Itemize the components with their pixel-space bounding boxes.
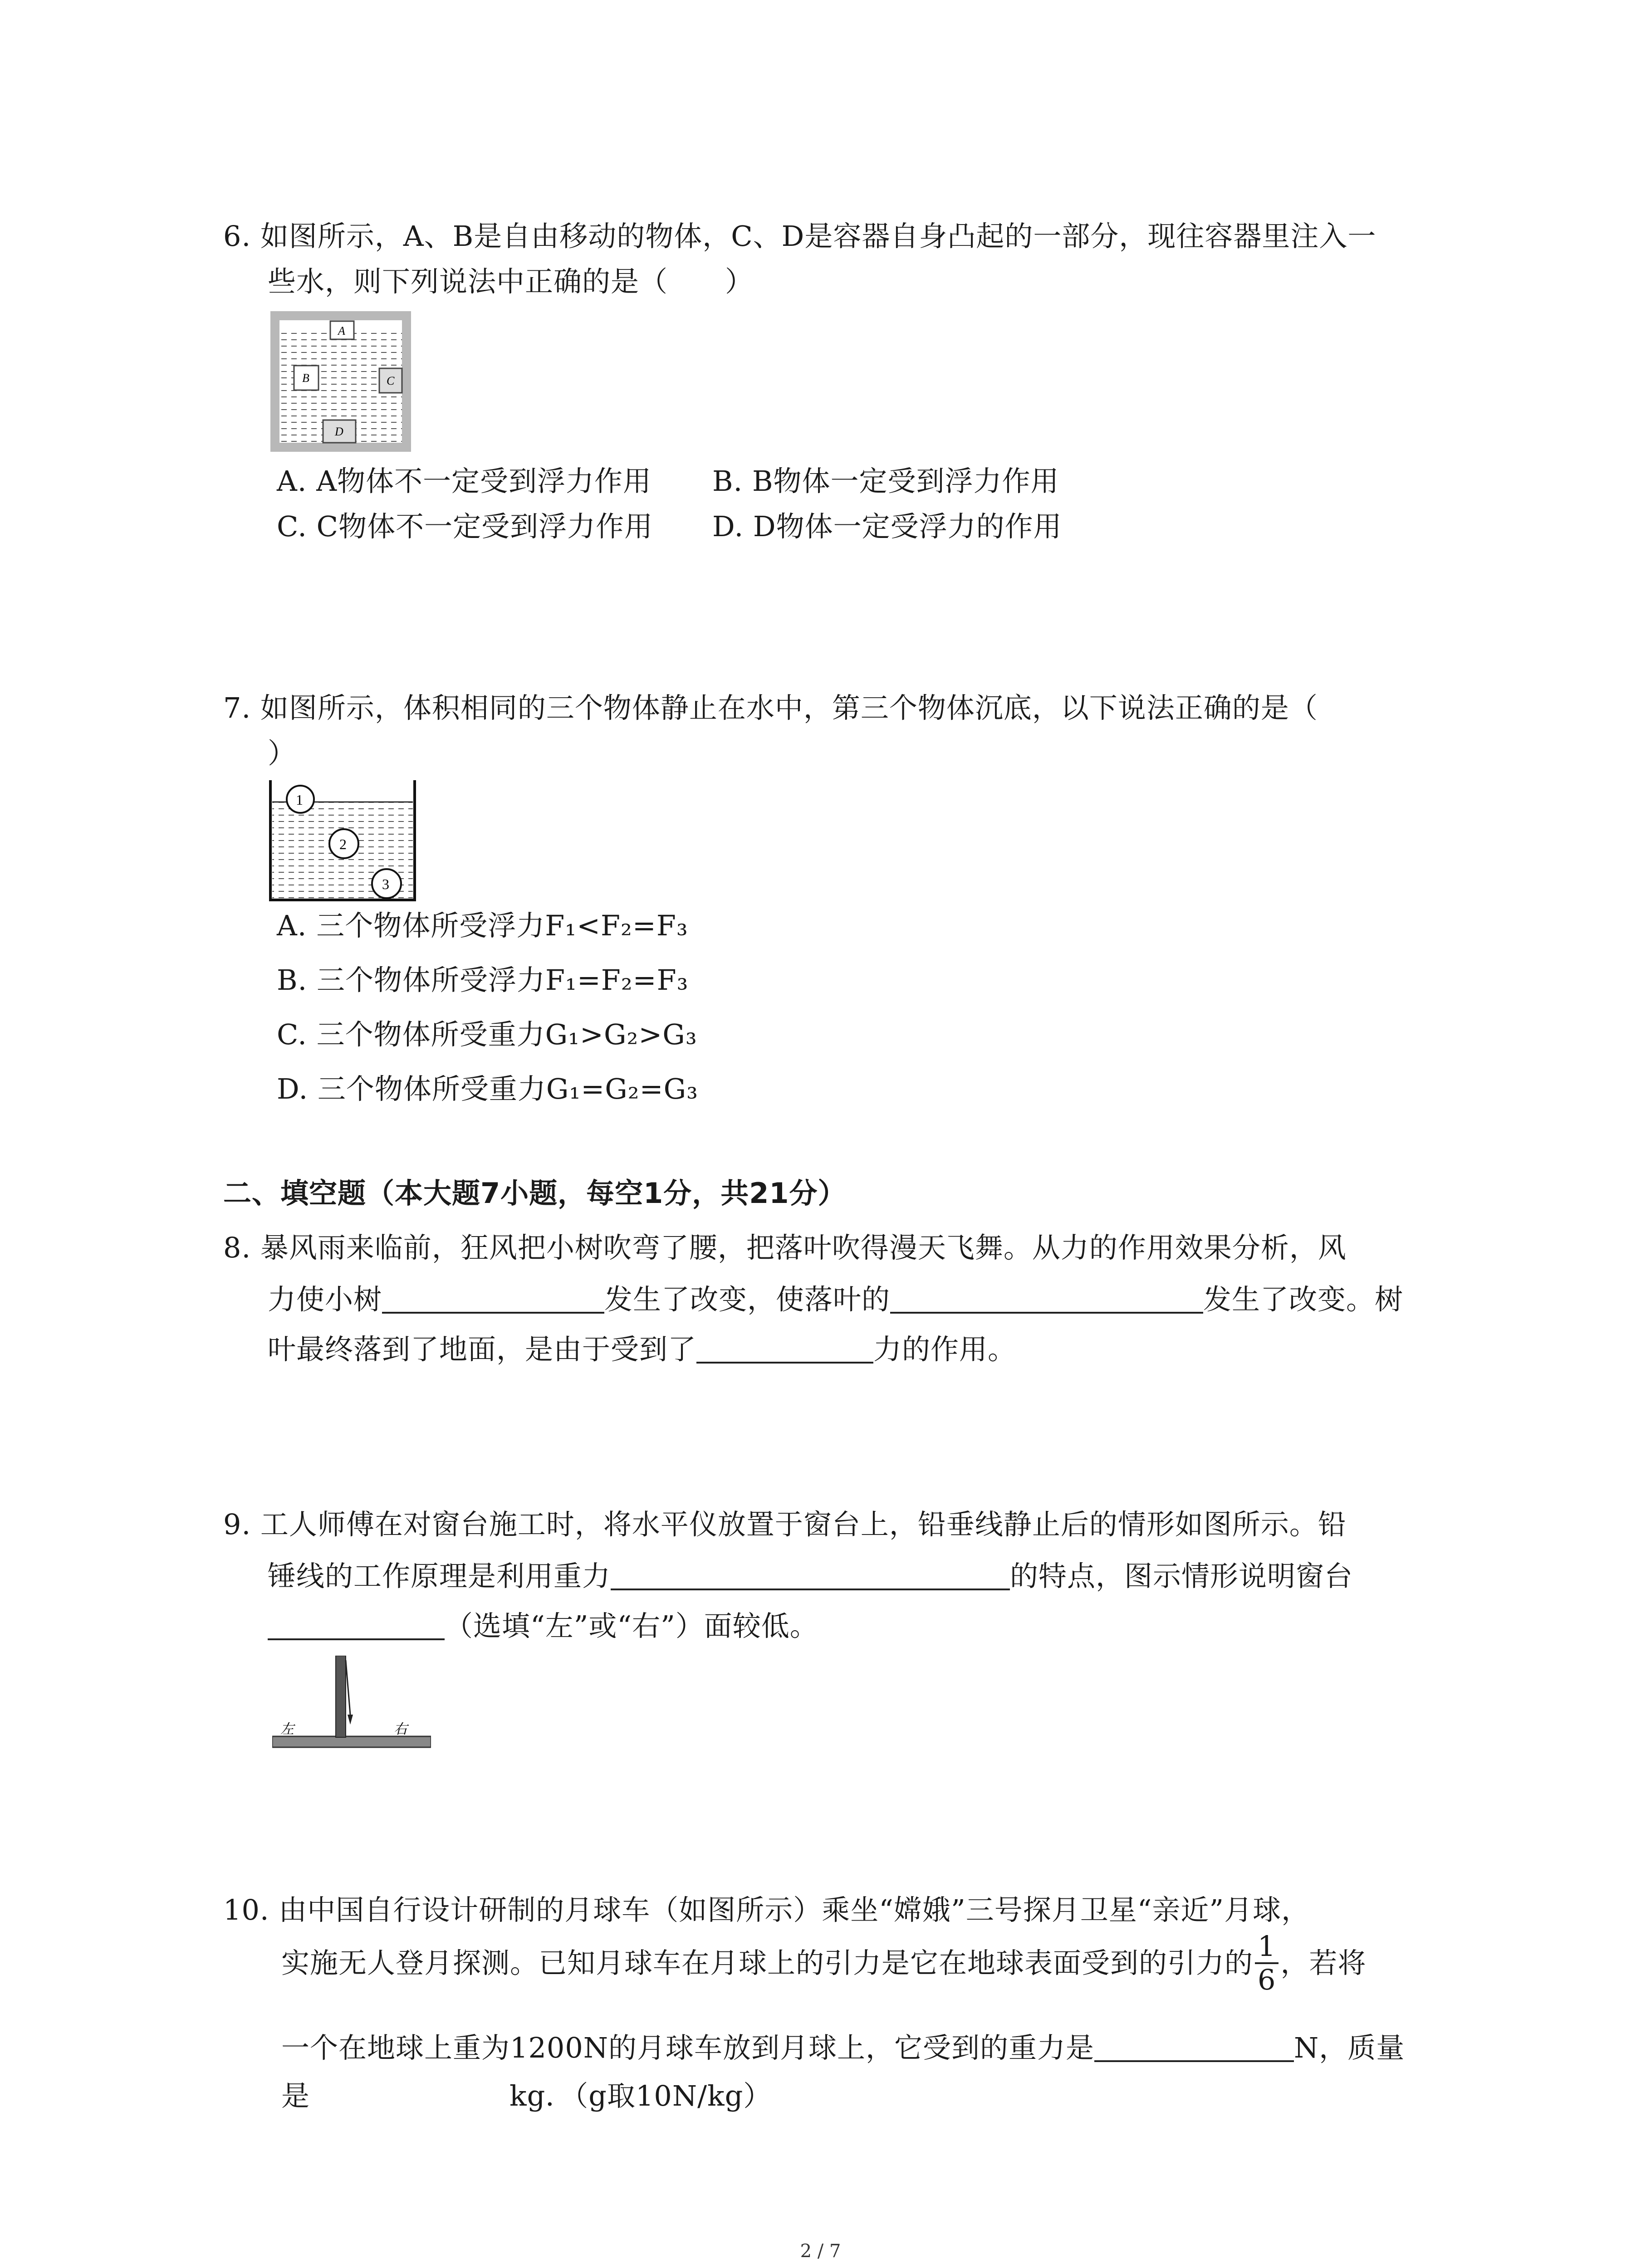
q10-stem-line4: [281, 2079, 772, 2112]
q10-stem-line1: 10. 由中国自行设计研制的月球车（如图所示）乘坐“嫦娥”三号探月卫星“亲近”月球，: [223, 1893, 1310, 1926]
q8-text: 叶最终落到了地面，是由于受到了: [268, 1333, 697, 1366]
q7-stem-line1: 7. 如图所示，体积相同的三个物体静止在水中，第三个物体沉底，以下说法正确的是（: [223, 691, 1318, 724]
fraction-denominator: 6: [1258, 1963, 1276, 1996]
q8-blank-2[interactable]: [890, 1284, 1203, 1314]
q8-text: 发生了改变，使落叶的: [604, 1283, 891, 1316]
q10-text: kg．（g取10N/kg）: [509, 2079, 772, 2112]
svg-text:右: 右: [394, 1722, 407, 1737]
svg-text:3: 3: [382, 876, 389, 892]
q7-option-a: A. 三个物体所受浮力F₁<F₂=F₃: [277, 909, 688, 942]
q6-option-a: A. A物体不一定受到浮力作用: [277, 464, 652, 498]
q10-blank-2[interactable]: [310, 2082, 509, 2110]
page-number: 2 / 7: [800, 2241, 841, 2262]
q9-level-figure: [272, 1656, 431, 1765]
q9-text: （选填“左”或“右”）面较低。: [445, 1609, 818, 1642]
q6-figure-container: [270, 311, 411, 452]
svg-text:左: 左: [280, 1722, 294, 1737]
q7-option-d: D. 三个物体所受重力G₁=G₂=G₃: [277, 1072, 698, 1105]
q8-stem-line2: [268, 1284, 1403, 1314]
q10-text: N，质量: [1294, 2031, 1405, 2064]
svg-text:B: B: [302, 371, 309, 385]
svg-text:C: C: [387, 374, 395, 387]
q9-stem-line1: 9. 工人师傅在对窗台施工时，将水平仪放置于窗台上，铅垂线静止后的情形如图所示。铅: [223, 1508, 1347, 1541]
q8-text: 力的作用。: [873, 1333, 1017, 1366]
q10-stem-line3: [281, 2032, 1405, 2062]
q10-text: 实施无人登月探测。已知月球车在月球上的引力是它在地球表面受到的引力的: [281, 1946, 1254, 1980]
q6-option-b: B. B物体一定受到浮力作用: [712, 464, 1059, 498]
q10-blank-1[interactable]: [1094, 2032, 1294, 2062]
q7-stem-line2: ）: [268, 737, 297, 770]
q9-stem-line3: [268, 1610, 818, 1640]
svg-text:A: A: [338, 324, 345, 337]
section2-title: 二、填空题（本大题7小题，每空1分，共21分）: [223, 1177, 847, 1210]
fraction-numerator: 1: [1255, 1932, 1279, 1964]
q10-text: ，若将: [1280, 1946, 1367, 1980]
q9-text: 的特点，图示情形说明窗台: [1010, 1559, 1353, 1593]
q9-blank-2[interactable]: [268, 1610, 445, 1640]
svg-text:1: 1: [296, 792, 303, 808]
q10-text: 是: [281, 2079, 310, 2112]
q8-text: 力使小树: [268, 1283, 382, 1316]
q6-option-d: D. D物体一定受浮力的作用: [712, 510, 1062, 543]
q7-figure-container: [268, 780, 417, 903]
q6-stem-line1: 6. 如图所示，A、B是自由移动的物体，C、D是容器自身凸起的一部分，现往容器里注入一: [223, 220, 1376, 253]
q9-blank-1[interactable]: [611, 1560, 1010, 1590]
q8-blank-1[interactable]: [382, 1284, 604, 1314]
svg-text:2: 2: [339, 836, 347, 852]
q7-option-b: B. 三个物体所受浮力F₁=F₂=F₃: [277, 963, 689, 997]
q8-stem-line3: [268, 1334, 1016, 1364]
svg-text:D: D: [335, 425, 343, 438]
q8-text: 发生了改变。树: [1203, 1283, 1404, 1316]
q9-text: 锤线的工作原理是利用重力: [268, 1559, 611, 1593]
q9-stem-line2: [268, 1559, 1353, 1593]
q10-fraction: [1255, 1932, 1279, 1994]
q10-stem-line2: [281, 1932, 1366, 1994]
q6-stem-line2: 些水，则下列说法中正确的是（ ）: [268, 265, 754, 298]
q7-option-c: C. 三个物体所受重力G₁>G₂>G₃: [277, 1018, 697, 1051]
q6-option-c: C. C物体不一定受到浮力作用: [277, 510, 653, 543]
q10-text: 一个在地球上重为1200N的月球车放到月球上，它受到的重力是: [281, 2031, 1095, 2064]
q8-blank-3[interactable]: [696, 1334, 873, 1364]
q8-stem-line1: 8. 暴风雨来临前，狂风把小树吹弯了腰，把落叶吹得漫天飞舞。从力的作用效果分析，风: [223, 1231, 1347, 1264]
